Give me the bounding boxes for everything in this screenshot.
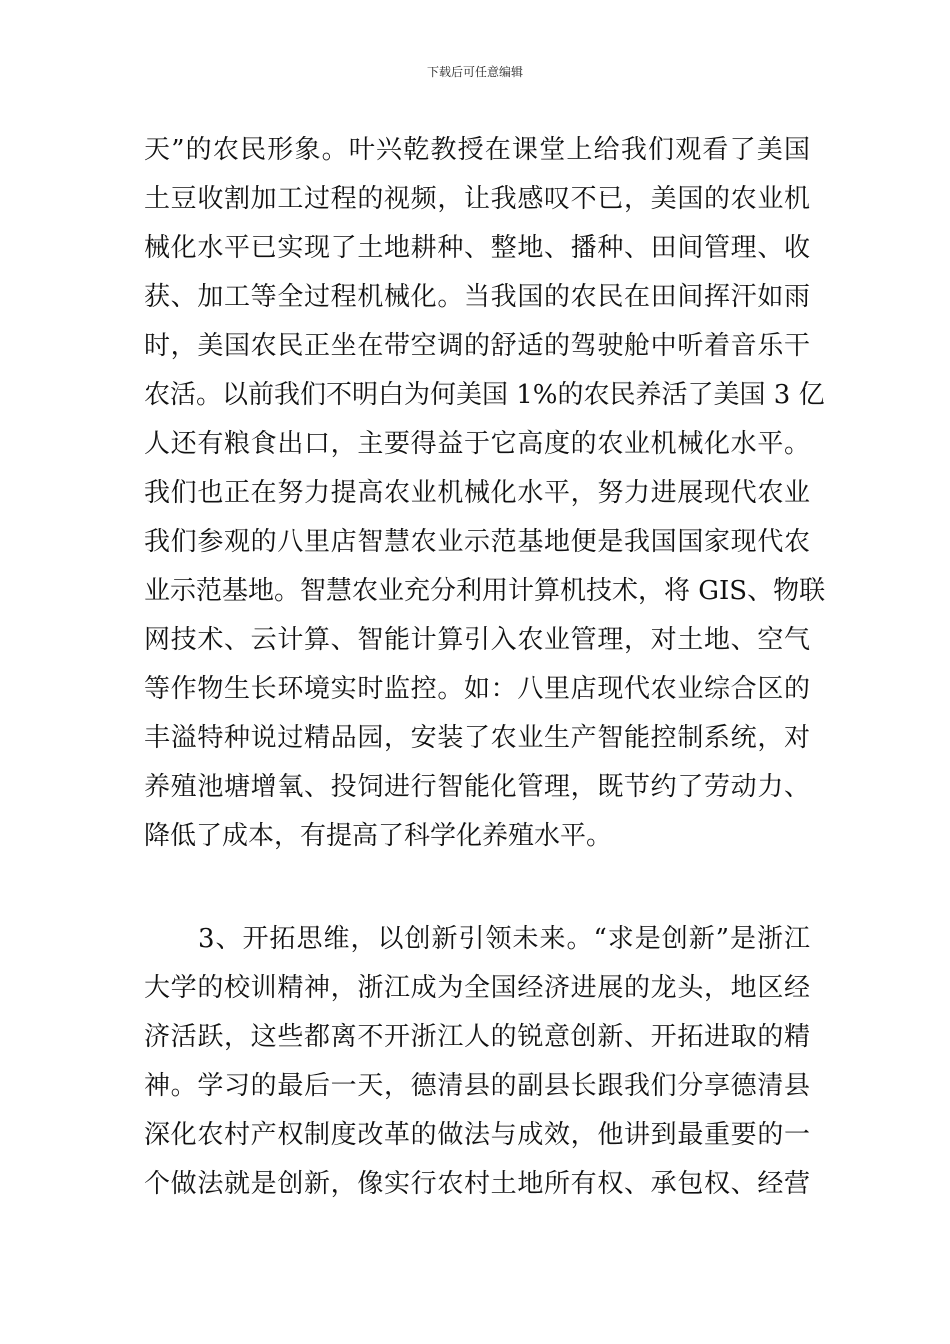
text-line: 济活跃，这些都离不开浙江人的锐意创新、开拓进取的精 <box>144 1022 810 1052</box>
text-line: 深化农村产权制度改革的做法与成效，他讲到最重要的一 <box>144 1120 810 1150</box>
text-line: 网技术、云计算、智能计算引入农业管理，对土地、空气 <box>144 625 810 655</box>
text-line: 天”的农民形象。叶兴乾教授在课堂上给我们观看了美国 <box>144 135 810 165</box>
text-line: 丰溢特种说过精品园，安装了农业生产智能控制系统，对 <box>144 723 810 753</box>
text-line: 我们也正在努力提高农业机械化水平，努力进展现代农业 <box>144 478 810 508</box>
text-line: 等作物生长环境实时监控。如：八里店现代农业综合区的 <box>144 674 810 704</box>
text-line: 人还有粮食出口，主要得益于它高度的农业机械化水平。 <box>144 429 810 459</box>
text-line: 时，美国农民正坐在带空调的舒适的驾驶舱中听着音乐干 <box>144 331 810 361</box>
paragraph-2 <box>144 915 810 1209</box>
text-line: 农活。以前我们不明白为何美国 1%的农民养活了美国 3 亿 <box>144 380 825 410</box>
text-line: 我们参观的八里店智慧农业示范基地便是我国国家现代农 <box>144 527 810 557</box>
text-line-last: 降低了成本，有提高了科学化养殖水平。 <box>144 821 613 851</box>
text-line: 大学的校训精神，浙江成为全国经济进展的龙头，地区经 <box>144 973 810 1003</box>
text-line: 个做法就是创新，像实行农村土地所有权、承包权、经营 <box>144 1169 810 1199</box>
text-line: 养殖池塘增氧、投饲进行智能化管理，既节约了劳动力、 <box>144 772 810 802</box>
paragraph-1 <box>144 126 826 861</box>
text-line: 土豆收割加工过程的视频，让我感叹不已，美国的农业机 <box>144 184 810 214</box>
text-line: 3、开拓思维，以创新引领未来。“求是创新”是浙江 <box>144 924 810 954</box>
text-line: 神。学习的最后一天，德清县的副县长跟我们分享德清县 <box>144 1071 810 1101</box>
page-header: 下载后可任意编辑 <box>426 65 523 79</box>
text-line: 获、加工等全过程机械化。当我国的农民在田间挥汗如雨 <box>144 282 810 312</box>
text-line: 械化水平已实现了土地耕种、整地、播种、田间管理、收 <box>144 233 810 263</box>
text-line: 业示范基地。智慧农业充分利用计算机技术，将 GIS、物联 <box>144 576 826 606</box>
